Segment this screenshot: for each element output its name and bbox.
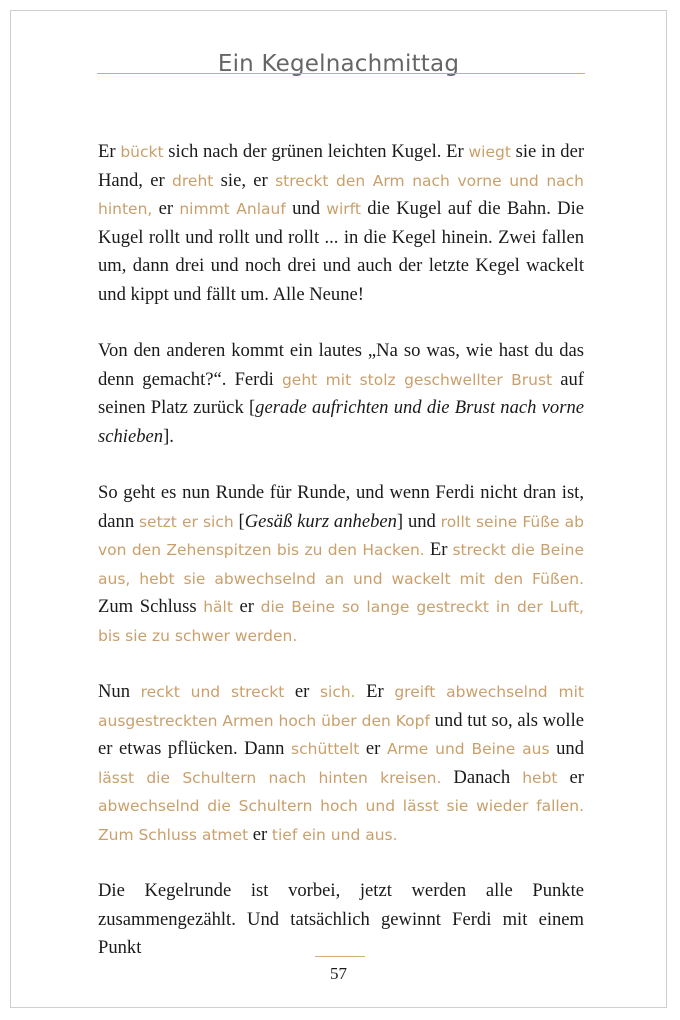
movement-instruction: streckt die Beine aus, hebt sie abwechselnd an und wackelt mit den Füßen. [98,541,585,588]
movement-instruction: reckt und streckt [140,683,285,701]
movement-instruction: rollt seine Füße ab von den Zehenspitzen bis zu den Hacken. [98,512,584,559]
page-number: 57 [330,964,347,983]
narrative-text: Von den anderen kommt ein lautes „Na so was, wie hast du das denn gemacht?“. Ferdi [98,340,584,390]
narrative-text: auf seinen Platz zurück [ [98,368,584,418]
movement-instruction: schüttelt [291,740,360,758]
title-divider [97,73,585,74]
paragraph [98,877,584,963]
narrative-text: er [232,596,261,617]
narrative-text: er [284,681,320,702]
movement-instruction: streckt den Arm nach vorne und nach hinten, [98,171,584,218]
narrative-text: sie, er [213,169,276,191]
book-page [10,10,667,1008]
footer-divider [315,956,365,957]
narrative-text: die Kugel auf die Bahn. Die Kugel rollt und rollt und rollt ... in die Kegel hinein. Zwei fallen um, dann drei und noch drei und auch der letzte Kegel wackelt und kippt und fällt um. Alle Neune! [98,198,584,305]
narrative-text: er [359,738,387,759]
narrative-text: er [152,198,180,219]
narrative-text: ] und [396,510,441,532]
narrative-text: sie in der Hand, er [98,141,585,191]
movement-instruction: wirft [326,200,361,218]
stage-direction: Gesäß kurz anheben [244,510,397,532]
narrative-text: und [285,198,327,219]
narrative-text: Danach [441,766,523,788]
movement-instruction: greift abwechselnd mit ausgestreckten Armen hoch über den Kopf [98,683,585,730]
paragraph [98,138,584,309]
narrative-text: Zum Schluss [98,596,204,617]
narrative-text: sich nach der grünen leichten Kugel. Er [163,141,469,162]
narrative-text: Nun [98,681,141,702]
narrative-text: und tut so, als wolle er etwas pflücken. Dann [98,709,584,759]
movement-instruction: geht mit stolz geschwellter Brust [281,370,553,389]
movement-instruction: setzt er sich [138,512,234,531]
stage-direction: gerade aufrichten und die Brust nach vorne schieben [98,397,585,447]
movement-instruction: hebt [522,768,558,787]
narrative-text: und [549,738,584,759]
page-title: Ein Kegelnachmittag [217,51,460,77]
movement-instruction: bückt [120,143,164,161]
narrative-text: So geht es nun Runde für Runde, und wenn Ferdi nicht dran ist, dann [98,482,584,532]
narrative-text: ]. [163,425,174,447]
movement-instruction: nimmt Anlauf [179,200,286,218]
paragraph [98,337,584,451]
movement-instruction: abwechselnd die Schultern hoch und lässt sie wieder fallen. Zum Schluss atmet [98,797,584,844]
narrative-text: er [248,823,272,845]
movement-instruction: sich. [319,683,356,701]
movement-instruction: Arme und Beine aus [386,740,550,758]
paragraph [98,678,584,849]
narrative-text: Die Kegelrunde ist vorbei, jetzt werden alle Punkte zusammengezählt. Und tatsächlich gewinnt Ferdi mit einem Punkt [98,880,584,958]
movement-instruction: lässt die Schultern nach hinten kreisen. [98,768,442,787]
narrative-text: Er [355,681,395,702]
movement-instruction: tief ein und aus. [271,825,398,844]
narrative-text: Er [98,141,121,162]
narrative-text: Er [424,539,453,560]
movement-instruction: hält [203,598,233,616]
narrative-text: [ [233,510,245,532]
paragraph [98,479,584,650]
movement-instruction: die Beine so lange gestreckt in der Luft, bis sie zu schwer werden. [98,598,584,645]
narrative-text: er [557,766,584,788]
movement-instruction: dreht [172,171,214,190]
story-text [98,138,584,991]
movement-instruction: wiegt [468,143,511,161]
